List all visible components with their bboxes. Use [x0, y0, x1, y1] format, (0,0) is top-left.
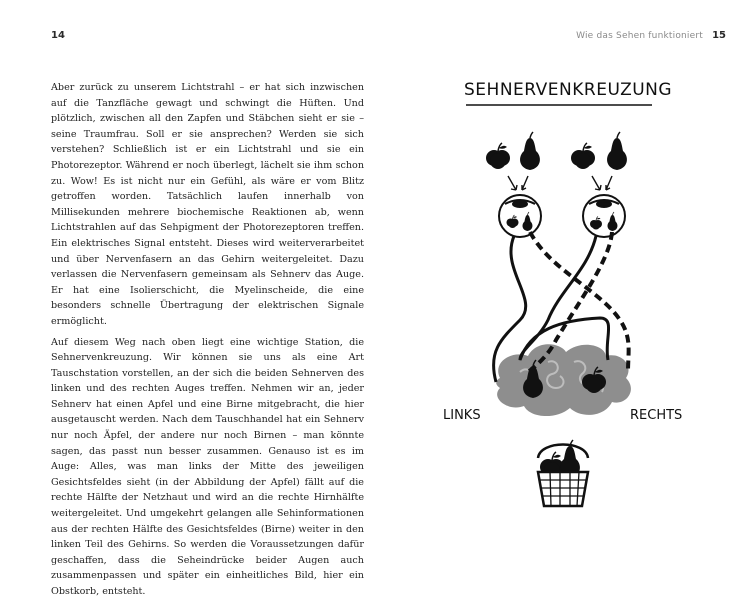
left-page-number: 14: [51, 30, 65, 41]
pear-icon-left: [520, 132, 540, 170]
brain-icon: [496, 344, 631, 416]
eye-icon-right: [583, 195, 625, 237]
label-links: LINKS: [443, 408, 481, 423]
arrows: [508, 176, 612, 190]
apple-icon-left: [486, 143, 510, 169]
figure-title: SEHNERVENKREUZUNG: [464, 80, 673, 100]
nerve-right-solid: [520, 236, 609, 360]
running-title: Wie das Sehen funktioniert: [576, 31, 703, 41]
pear-icon-right: [607, 132, 627, 170]
paragraph-1: Aber zurück zu unserem Lichtstrahl – er hat sich inzwischen auf die Tanzfläche gewagt und schwingt die Hüften. Und plötzlich, zwischen all den Zapfen und Stäbchen sieht er sie – seine Traumfrau. Soll er sie ansprechen? Werden sie sich verstehen? Schließlich ist er ein Lichtstrahl und sie ein Photorezeptor. Während er noch überlegt, lächelt sie ihm schon zu. Wow! Es ist nicht nur ein Gefühl, als wäre er vom Blitz getroffen worden. Tatsächlich laufen innerhalb von Millisekunden mehrere biochemische Reaktionen ab, wenn Lichtstrahlen auf das Sehpigment der Photorezeptoren treffen. Ein elektrisches Signal entsteht. Dieses wird weiterverarbeitet und über Nervenfasern an das Gehirn weitergeleitet. Dazu verlassen die Nervenfasern gemeinsam als Sehnerv das Auge. Er hat eine Isolierschicht, die Myelinscheide, die eine besonders schnelle Übertragung der elektrischen Signale ermöglicht.: [51, 82, 364, 327]
eye-icon-left: [499, 195, 541, 237]
label-rechts: RECHTS: [630, 408, 683, 423]
right-page-number: 15: [712, 30, 726, 41]
fruit-basket-icon: [538, 440, 588, 506]
apple-icon-right: [571, 143, 595, 169]
paragraph-2: Auf diesem Weg nach oben liegt eine wichtige Station, die Sehnervenkreuzung. Wir können sie uns als eine Art Tauschstation vorstellen, an der sich die beiden Sehnerven des linken und des rechten Auges treffen. Nehmen wir an, jeder Sehnerv hat einen Apfel und eine Birne mitgebracht, die hier ausgetauscht werden. Nach dem Tauschhandel hat ein Sehnerv nur noch Äpfel, der andere nur noch Birnen – man könnte sagen, das passt nun besser zusammen. Genauso ist es im Auge: Alles, was man links der Mitte des jeweiligen Gesichtsfeldes sieht (in der Abbildung der Apfel) fällt auf die rechte Hälfte der Netzhaut und wird an die rechte Hirnhälfte weitergeleitet. Und umgekehrt gelangen alle Sehinformationen aus der rechten Hälfte des Gesichtsfeldes (Birne) weiter in den linken Teil des Gehirns. So werden die Voraussetzungen dafür geschaffen, dass die Seheindrücke beider Augen auch zusammenpassen und später ein einheitliches Bild, hier ein Obstkorb, entsteht.: [51, 336, 364, 597]
